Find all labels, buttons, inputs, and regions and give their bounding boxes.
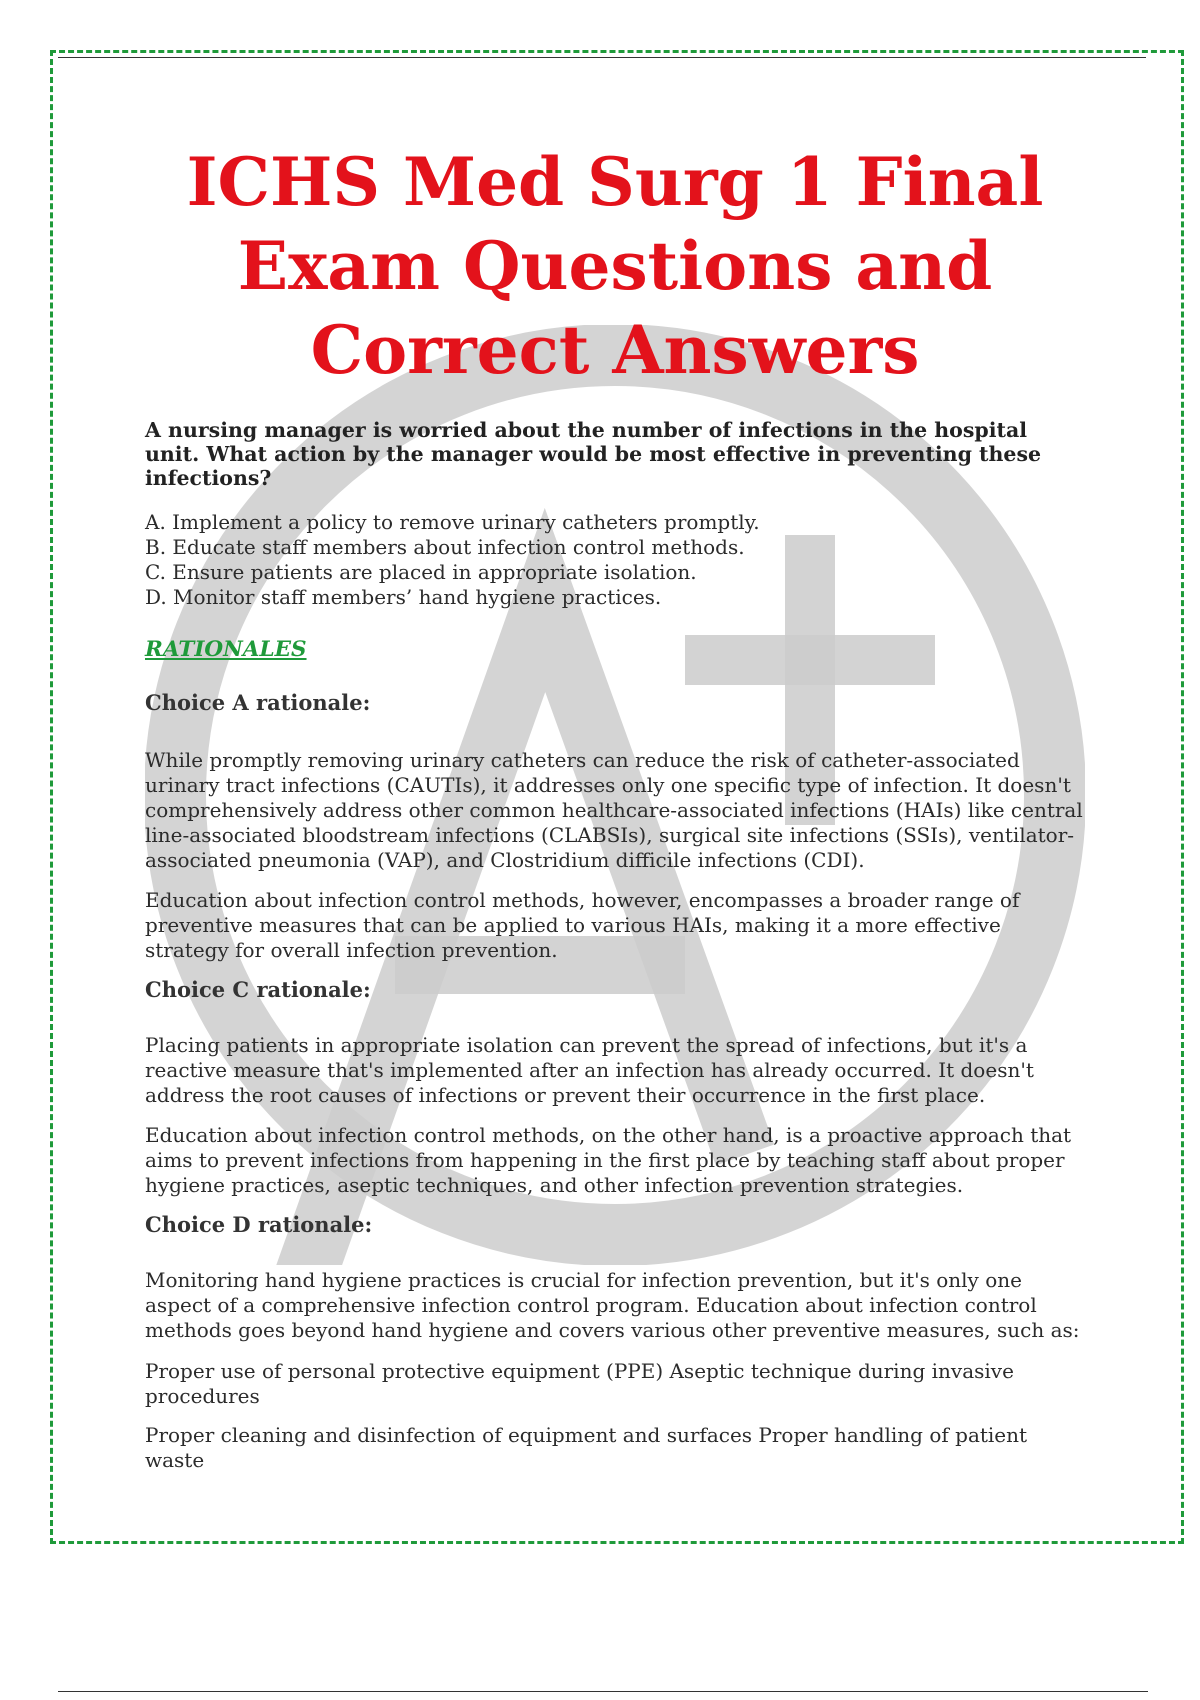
choice-a-paragraph-1: While promptly removing urinary catheters can reduce the risk of catheter-associated urinary tract infections (CAUTIs), it addresses only one specific type of infection. It doesn't comprehensively address other common healthcare-associated infections (HAIs) like central line-associated bloodstream infections (CLABSIs), surgical site infections (SSIs), ventilator-associated pneumonia (VAP), and Clostridium difficile infections (CDI). <box>145 748 1083 872</box>
option-b: B. Educate staff members about infection control methods. <box>145 535 745 559</box>
option-a: A. Implement a policy to remove urinary catheters promptly. <box>145 510 760 534</box>
option-d: D. Monitor staff members’ hand hygiene practices. <box>145 585 662 609</box>
answer-options <box>145 510 1085 610</box>
option-c: C. Ensure patients are placed in appropriate isolation. <box>145 560 697 584</box>
choice-d-paragraph-2: Proper use of personal protective equipment (PPE) Aseptic technique during invasive procedures <box>145 1359 1014 1408</box>
document-title: ICHS Med Surg 1 Final Exam Questions and Correct Answers <box>186 143 1044 389</box>
choice-c-paragraph-1: Placing patients in appropriate isolation can prevent the spread of infections, but it's a reactive measure that's implemented after an infection has already occurred. It doesn't address the root causes of infections or prevent their occurrence in the first place. <box>145 1033 1034 1107</box>
question-text: A nursing manager is worried about the number of infections in the hospital unit. What action by the manager would be most effective in preventing these infections? <box>145 418 1042 490</box>
choice-a-paragraph-2: Education about infection control methods, however, encompasses a broader range of preventive measures that can be applied to various HAIs, making it a more effective strategy for overall infection prevention. <box>145 888 1020 962</box>
choice-a-heading: Choice A rationale: <box>145 690 371 715</box>
choice-d-paragraph-1: Monitoring hand hygiene practices is crucial for infection prevention, but it's only one aspect of a comprehensive infection control program. Education about infection control methods goes beyond hand hygiene and covers various other preventive measures, such as: <box>145 1268 1080 1342</box>
bottom-rule <box>58 1691 1148 1692</box>
choice-c-heading: Choice C rationale: <box>145 977 371 1002</box>
choice-d-heading: Choice D rationale: <box>145 1212 373 1237</box>
rationales-heading: RATIONALES <box>145 637 307 662</box>
choice-d-paragraph-3: Proper cleaning and disinfection of equipment and surfaces Proper handling of patient waste <box>145 1423 1028 1472</box>
choice-c-paragraph-2: Education about infection control methods, on the other hand, is a proactive approach that aims to prevent infections from happening in the first place by teaching staff about proper hygiene practices, aseptic techniques, and other infection prevention strategies. <box>145 1123 1072 1197</box>
